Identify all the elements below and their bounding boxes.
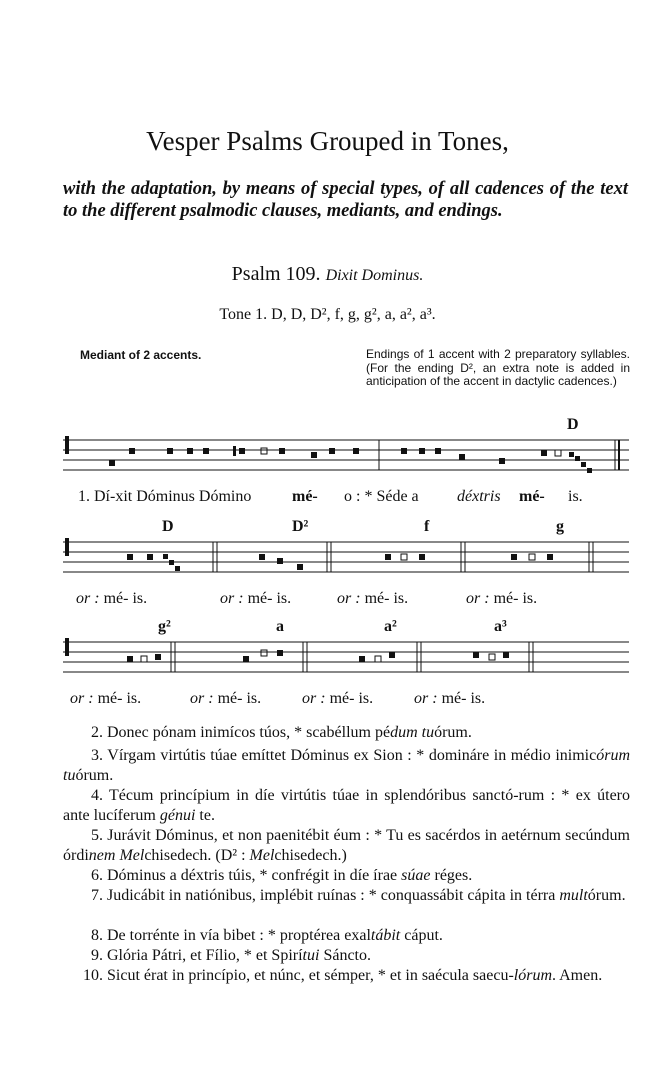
staff1-lyric-4: déxtris bbox=[457, 488, 501, 505]
or-label: or : bbox=[76, 590, 100, 607]
staff2-label-1: D bbox=[162, 518, 174, 535]
staff3-label-1: g² bbox=[158, 618, 171, 635]
staff2-label-2: D² bbox=[292, 518, 309, 535]
verse-10: 10. Sicut érat in princípio, et núnc, et sémper, * et in saécula saecu-lórum. Amen. bbox=[83, 967, 603, 984]
or-label: or : bbox=[337, 590, 361, 607]
staff3-lyric-text: mé- is. bbox=[329, 690, 374, 707]
staff2-label-4: g bbox=[556, 518, 564, 535]
verse-2: 2. Donec pónam inimícos túos, * scabéllum pédum tuórum. bbox=[91, 724, 472, 741]
staff1-lyric-1: 1. Dí-xit Dóminus Dómino bbox=[78, 488, 252, 505]
or-label: or : bbox=[414, 690, 438, 707]
psalm-name: Dixit Dominus. bbox=[325, 267, 424, 284]
subtitle: with the adaptation, by means of special types, of all cadences of the text to the different psalmodic clauses, mediants, and endings. bbox=[63, 179, 628, 221]
staff3-label-3: a² bbox=[384, 618, 397, 635]
staff3-lyric-2 bbox=[190, 690, 261, 708]
staff3-lyric-text: mé- is. bbox=[441, 690, 486, 707]
verse-7: 7. Judicábit in natiónibus, implébit ruínas : * conquassábit cápita in térra multórum. bbox=[91, 887, 626, 904]
clef-icon bbox=[65, 538, 69, 556]
verse-9: 9. Glória Pátri, et Fílio, * et Spirítui Sáncto. bbox=[91, 947, 371, 964]
staff1-lyric-3: o : * Séde a bbox=[344, 488, 419, 505]
staff1-lyric-6: is. bbox=[568, 488, 583, 505]
staff2-lyric-2 bbox=[220, 590, 291, 608]
verse-4: 4. Técum princípium in díe virtútis túae in splendóribus sanctó-rum : * ex útero ante lucíferum génui te. bbox=[63, 787, 630, 824]
staff-1 bbox=[63, 432, 629, 482]
or-label: or : bbox=[190, 690, 214, 707]
endings-note: Endings of 1 accent with 2 preparatory syllables. (For the ending D², an extra note is added in anticipation of the accent in dactylic cadences.) bbox=[366, 347, 630, 388]
verse-6: 6. Dóminus a déxtris túis, * confrégit in díe írae súae réges. bbox=[91, 867, 473, 884]
verse-8: 8. De torrénte in vía bibet : * proptérea exaltábit cáput. bbox=[91, 927, 443, 944]
or-label: or : bbox=[70, 690, 94, 707]
staff3-lyric-3 bbox=[302, 690, 373, 708]
staff-2 bbox=[63, 534, 629, 584]
psalm-number: Psalm 109. bbox=[231, 263, 321, 285]
staff2-label-3: f bbox=[424, 518, 430, 535]
staff1-lyric-5: mé- bbox=[519, 488, 545, 505]
staff2-lyric-text: mé- is. bbox=[247, 590, 292, 607]
staff3-lyric-text: mé- is. bbox=[217, 690, 262, 707]
staff2-lyric-text: mé- is. bbox=[103, 590, 148, 607]
verse-3: 3. Vírgam virtútis túae emíttet Dóminus ex Sion : * domináre in médio inimicórum tuórum. bbox=[63, 747, 630, 784]
verse-5: 5. Jurávit Dóminus, et non paenitébit éum : * Tu es sacérdos in aetérnum secúndum órdinem Melchisedech. (D² : Melchisedech.) bbox=[63, 827, 630, 864]
or-label: or : bbox=[302, 690, 326, 707]
or-label: or : bbox=[220, 590, 244, 607]
staff3-lyric-text: mé- is. bbox=[97, 690, 142, 707]
staff2-lyric-4 bbox=[466, 590, 537, 608]
staff2-lyric-3 bbox=[337, 590, 408, 608]
staff1-lyric-2: mé- bbox=[292, 488, 318, 505]
psalm-heading bbox=[0, 263, 655, 286]
or-label: or : bbox=[466, 590, 490, 607]
staff1-ending-label: D bbox=[567, 416, 579, 433]
staff3-lyric-4 bbox=[414, 690, 485, 708]
staff3-label-2: a bbox=[276, 618, 284, 635]
tone-line: Tone 1. D, D, D², f, g, g², a, a², a³. bbox=[219, 306, 436, 323]
staff3-label-4: a³ bbox=[494, 618, 507, 635]
clef-icon bbox=[65, 436, 69, 454]
staff-3 bbox=[63, 634, 629, 684]
staff2-lyric-1 bbox=[76, 590, 147, 608]
mediant-note: Mediant of 2 accents. bbox=[80, 348, 202, 362]
page-title: Vesper Psalms Grouped in Tones, bbox=[146, 126, 509, 156]
staff3-lyric-1 bbox=[70, 690, 141, 708]
clef-icon bbox=[65, 638, 69, 656]
staff2-lyric-text: mé- is. bbox=[364, 590, 409, 607]
staff2-lyric-text: mé- is. bbox=[493, 590, 538, 607]
